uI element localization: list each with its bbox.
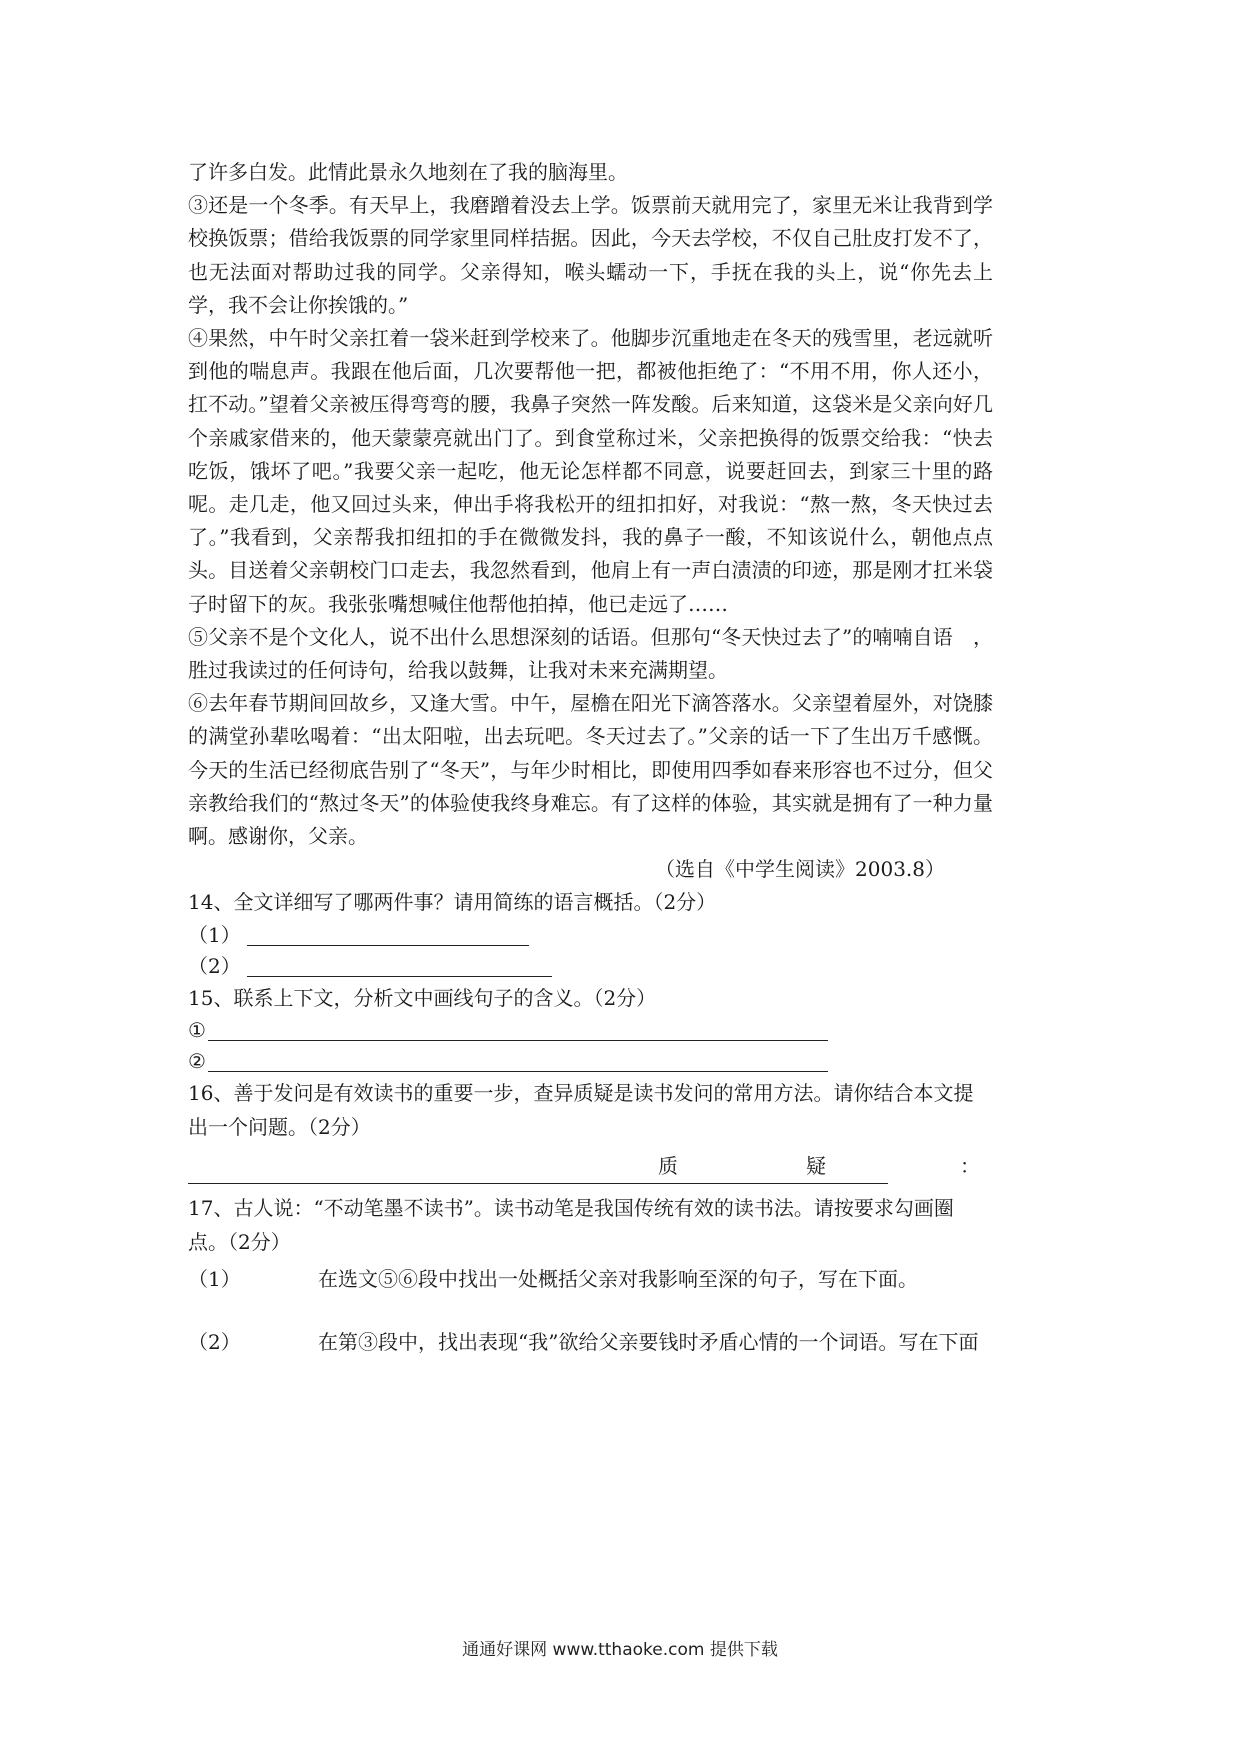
- question-17-1-number: （1）: [188, 1267, 241, 1292]
- answer-15-1-row: [188, 1015, 993, 1046]
- answer-15-2-blank[interactable]: [208, 1051, 828, 1072]
- doubt-char-zhi: 质: [658, 1154, 678, 1179]
- paragraph-6: ⑥去年春节期间回故乡，又逢大雪。中午，屋檐在阳光下滴答落水。父亲望着屋外，对饶膝的满堂孙辈吆喝着：“出太阳啦，出去玩吧。冬天过去了。”父亲的话一下了生出万千感慨。今天的生活已经彻底告别了“冬天”，与年少时相比，即使用四季如春来形容也不过分，但父亲教给我们的“熬过冬天”的体验使我终身难忘。有了这样的体验，其实就是拥有了一种力量啊。感谢你，父亲。: [188, 691, 993, 849]
- answer-14-2-row: [188, 951, 993, 982]
- question-17-2-text: 在第③段中，找出表现“我”欲给父亲要钱时矛盾心情的一个词语。写在下面: [318, 1330, 979, 1355]
- answer-14-2-blank[interactable]: [247, 956, 552, 977]
- paragraph-4: ④果然，中午时父亲扛着一袋米赶到学校来了。他脚步沉重地走在冬天的残雪里，老远就听到他的喘息声。我跟在他后面，几次要帮他一把，都被他拒绝了：“不用不用，你人还小，扛不动。”望着父亲被压得弯弯的腰，我鼻子突然一阵发酸。后来知道，这袋米是父亲向好几个亲戚家借来的，他天蒙蒙亮就出门了。到食堂称过米，父亲把换得的饭票交给我：“快去吃饭，饿坏了吧。”我要父亲一起吃，他无论怎样都不同意，说要赶回去，到家三十里的路呢。走几走，他又回过头来，伸出手将我松开的纽扣扣好，对我说：“熬一熬，冬天快过去了。”我看到，父亲帮我扣纽扣的手在微微发抖，我的鼻子一酸，不知该说什么，朝他点点头。目送着父亲朝校门口走去，我忽然看到，他肩上有一声白渍渍的印迹，那是刚才扛米袋子时留下的灰。我张张嘴想喊住他帮他拍掉，他已走远了……: [188, 326, 993, 616]
- question-17-1: [188, 1263, 993, 1296]
- document-body: [188, 156, 993, 1359]
- question-17-1-text: 在选文⑤⑥段中找出一处概括父亲对我影响至深的句子，写在下面。: [318, 1267, 918, 1292]
- source-citation: （选自《中学生阅读》2003.8）: [655, 857, 945, 882]
- answer-14-1-row: [188, 920, 993, 951]
- answer-17-1-space[interactable]: [188, 1296, 993, 1326]
- doubt-char-yi: 疑: [806, 1154, 826, 1179]
- answer-14-1-blank[interactable]: [247, 925, 529, 946]
- question-16: 16、善于发问是有效读书的重要一步，查异质疑是读书发问的常用方法。请你结合本文提出一个问题。（2分）: [188, 1081, 974, 1139]
- question-17-2: [188, 1326, 993, 1359]
- answer-15-2-row: [188, 1046, 993, 1077]
- answer-16-blank[interactable]: [188, 1182, 888, 1184]
- doubt-colon: ：: [960, 1154, 980, 1179]
- question-14: 14、全文详细写了哪两件事？请用简练的语言概括。（2分）: [188, 890, 717, 915]
- paragraph-3: ③还是一个冬季。有天早上，我磨蹭着没去上学。饭票前天就用完了，家里无米让我背到学校换饭票；借给我饭票的同学家里同样拮据。因此，今天去学校，不仅自己肚皮打发不了，也无法面对帮助过我的同学。父亲得知，喉头蠕动一下，手抚在我的头上，说“你先去上学，我不会让你挨饿的。”: [188, 193, 993, 317]
- paragraph-continuation: 了许多白发。此情此景永久地刻在了我的脑海里。: [188, 160, 628, 184]
- question-15: 15、联系上下文，分析文中画线句子的含义。（2分）: [188, 985, 657, 1010]
- answer-15-1-blank[interactable]: [208, 1020, 828, 1041]
- doubt-label-row: [188, 1144, 993, 1182]
- answer-14-2-label: （2）: [188, 953, 241, 978]
- answer-14-1-label: （1）: [188, 922, 241, 947]
- footer-credit: 通通好课网 www.tthaoke.com 提供下载: [462, 1640, 778, 1660]
- question-17-2-number: （2）: [188, 1330, 241, 1355]
- answer-15-1-label: ①: [188, 1018, 206, 1043]
- question-17: 17、古人说：“不动笔墨不读书”。读书动笔是我国传统有效的读书法。请按要求勾画圈点。（2分）: [188, 1196, 954, 1254]
- answer-15-2-label: ②: [188, 1049, 206, 1074]
- paragraph-5: ⑤父亲不是个文化人，说不出什么思想深刻的话语。但那句“冬天快过去了”的喃喃自语 ，胜过我读过的任何诗句，给我以鼓舞，让我对未来充满期望。: [188, 624, 993, 683]
